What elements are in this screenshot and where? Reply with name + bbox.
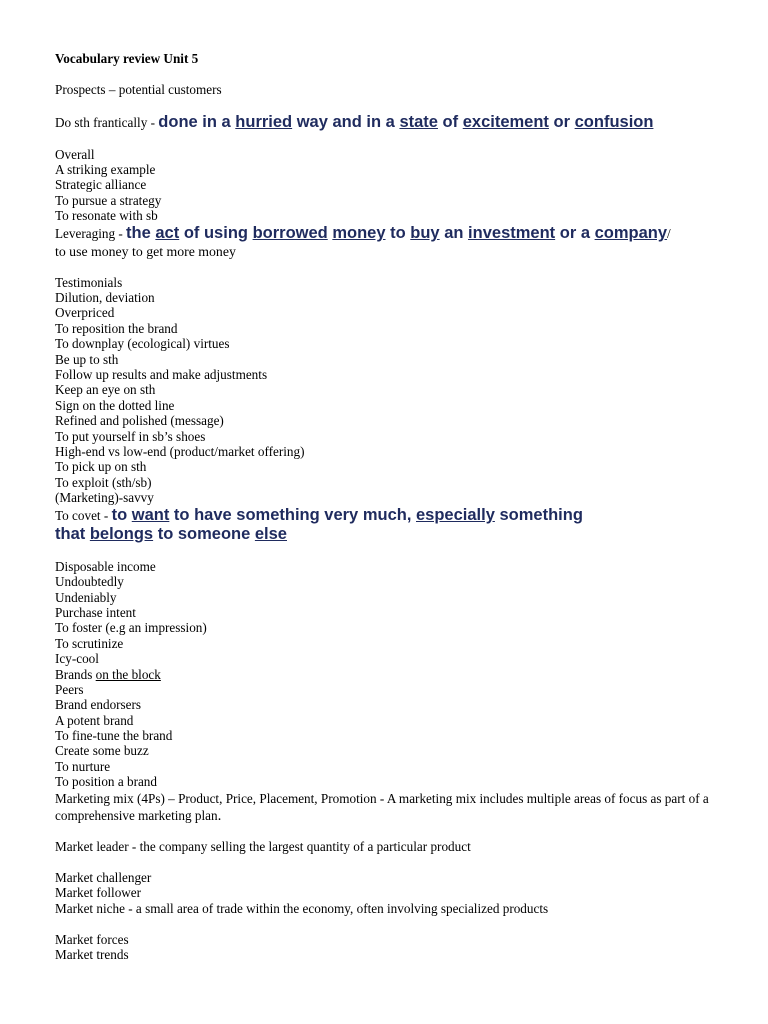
- list-item: Overpriced: [55, 305, 115, 320]
- entry-marketing-mix: [55, 790, 715, 825]
- list-item: Icy-cool: [55, 651, 99, 666]
- def-text: something: [494, 506, 583, 524]
- list-item: To pursue a strategy: [55, 193, 162, 208]
- term-frantically: Do sth frantically -: [55, 115, 159, 130]
- list-item: To fine-tune the brand: [55, 728, 173, 743]
- list-item: Purchase intent: [55, 605, 136, 620]
- def-text: of: [437, 113, 463, 131]
- dictionary-link[interactable]: belongs: [89, 525, 154, 543]
- list-item: Testimonials: [55, 275, 123, 290]
- list-item: Refined and polished (message): [55, 413, 224, 428]
- page-title: Vocabulary review Unit 5: [55, 51, 199, 66]
- list-item: Be up to sth: [55, 352, 119, 367]
- term-covet: To covet -: [55, 508, 112, 523]
- def-text: to someone: [153, 525, 255, 543]
- list-item: Keep an eye on sth: [55, 382, 156, 397]
- dictionary-link[interactable]: borrowed: [252, 224, 328, 242]
- list-item: Brand endorsers: [55, 697, 142, 712]
- dictionary-link[interactable]: especially: [416, 506, 495, 524]
- list-item: A striking example: [55, 162, 156, 177]
- leveraging-note: to use money to get more money: [55, 244, 236, 259]
- def-text: that: [55, 525, 90, 543]
- list-item: Market challenger: [55, 870, 152, 885]
- list-item: To put yourself in sb’s shoes: [55, 429, 206, 444]
- def-text: way and in a: [292, 113, 400, 131]
- list-item: To reposition the brand: [55, 321, 178, 336]
- list-item: Market follower: [55, 885, 142, 900]
- list-item: To scrutinize: [55, 636, 124, 651]
- list-text: Brands: [55, 667, 96, 682]
- list-item: Dilution, deviation: [55, 290, 155, 305]
- list-item: To nurture: [55, 759, 111, 774]
- def-text: done in a: [158, 113, 236, 131]
- list-item: Overall: [55, 147, 95, 162]
- definition-covet-line2: [55, 526, 287, 542]
- dictionary-link[interactable]: hurried: [235, 113, 293, 131]
- definition-frantically: [158, 113, 653, 131]
- list-item: Market forces: [55, 932, 129, 947]
- list-item: Follow up results and make adjustments: [55, 367, 268, 382]
- list-item-brands-on-block: [55, 667, 161, 683]
- dictionary-link[interactable]: else: [254, 525, 287, 543]
- list-item: To downplay (ecological) virtues: [55, 336, 230, 351]
- def-text: to: [385, 224, 411, 242]
- period: .: [217, 808, 222, 824]
- def-text: or: [548, 113, 575, 131]
- list-item: A potent brand: [55, 713, 134, 728]
- dictionary-link[interactable]: state: [399, 113, 438, 131]
- dictionary-link[interactable]: company: [594, 224, 668, 242]
- list-item: High-end vs low-end (product/market offering): [55, 444, 305, 459]
- list-item: Market niche - a small area of trade within the economy, often involving specialized products: [55, 901, 549, 916]
- def-text: or a: [555, 224, 595, 242]
- list-item: Peers: [55, 682, 84, 697]
- def-text: of using: [179, 224, 253, 242]
- dictionary-link[interactable]: money: [332, 224, 386, 242]
- term-leveraging: Leveraging -: [55, 226, 127, 241]
- list-item: To exploit (sth/sb): [55, 475, 152, 490]
- dictionary-link[interactable]: excitement: [462, 113, 549, 131]
- dictionary-link[interactable]: confusion: [574, 113, 654, 131]
- list-item: To resonate with sb: [55, 208, 158, 223]
- dictionary-link[interactable]: act: [155, 224, 180, 242]
- list-item: Strategic alliance: [55, 177, 147, 192]
- list-item: To position a brand: [55, 774, 157, 789]
- underlined-phrase: on the block: [95, 667, 161, 682]
- list-item: Disposable income: [55, 559, 156, 574]
- list-item: Market trends: [55, 947, 129, 962]
- list-item: (Marketing)-savvy: [55, 490, 154, 505]
- dictionary-link[interactable]: want: [131, 506, 170, 524]
- list-item: Undeniably: [55, 590, 117, 605]
- def-text: the: [126, 224, 156, 242]
- entry-frantically: [55, 114, 653, 131]
- entry-market-leader: Market leader - the company selling the largest quantity of a particular product: [55, 839, 471, 854]
- list-item: To foster (e.g an impression): [55, 620, 207, 635]
- dictionary-link[interactable]: investment: [468, 224, 556, 242]
- def-text: to have something very much,: [169, 506, 416, 524]
- entry-leveraging: [55, 225, 671, 242]
- dictionary-link[interactable]: buy: [410, 224, 440, 242]
- definition-leveraging: [126, 224, 667, 242]
- list-item: Undoubtedly: [55, 574, 124, 589]
- marketing-mix-text: Marketing mix (4Ps) – Product, Price, Placement, Promotion - A marketing mix includes multiple areas of focus as part of a comprehensive marketing plan: [55, 791, 709, 823]
- def-text: an: [439, 224, 469, 242]
- def-text: to: [111, 506, 132, 524]
- definition-covet: [112, 506, 583, 524]
- list-item: Sign on the dotted line: [55, 398, 175, 413]
- list-item: To pick up on sth: [55, 459, 147, 474]
- entry-covet: [55, 507, 583, 524]
- entry-prospects: Prospects – potential customers: [55, 82, 222, 97]
- list-item: Create some buzz: [55, 743, 149, 758]
- slash: /: [667, 226, 671, 241]
